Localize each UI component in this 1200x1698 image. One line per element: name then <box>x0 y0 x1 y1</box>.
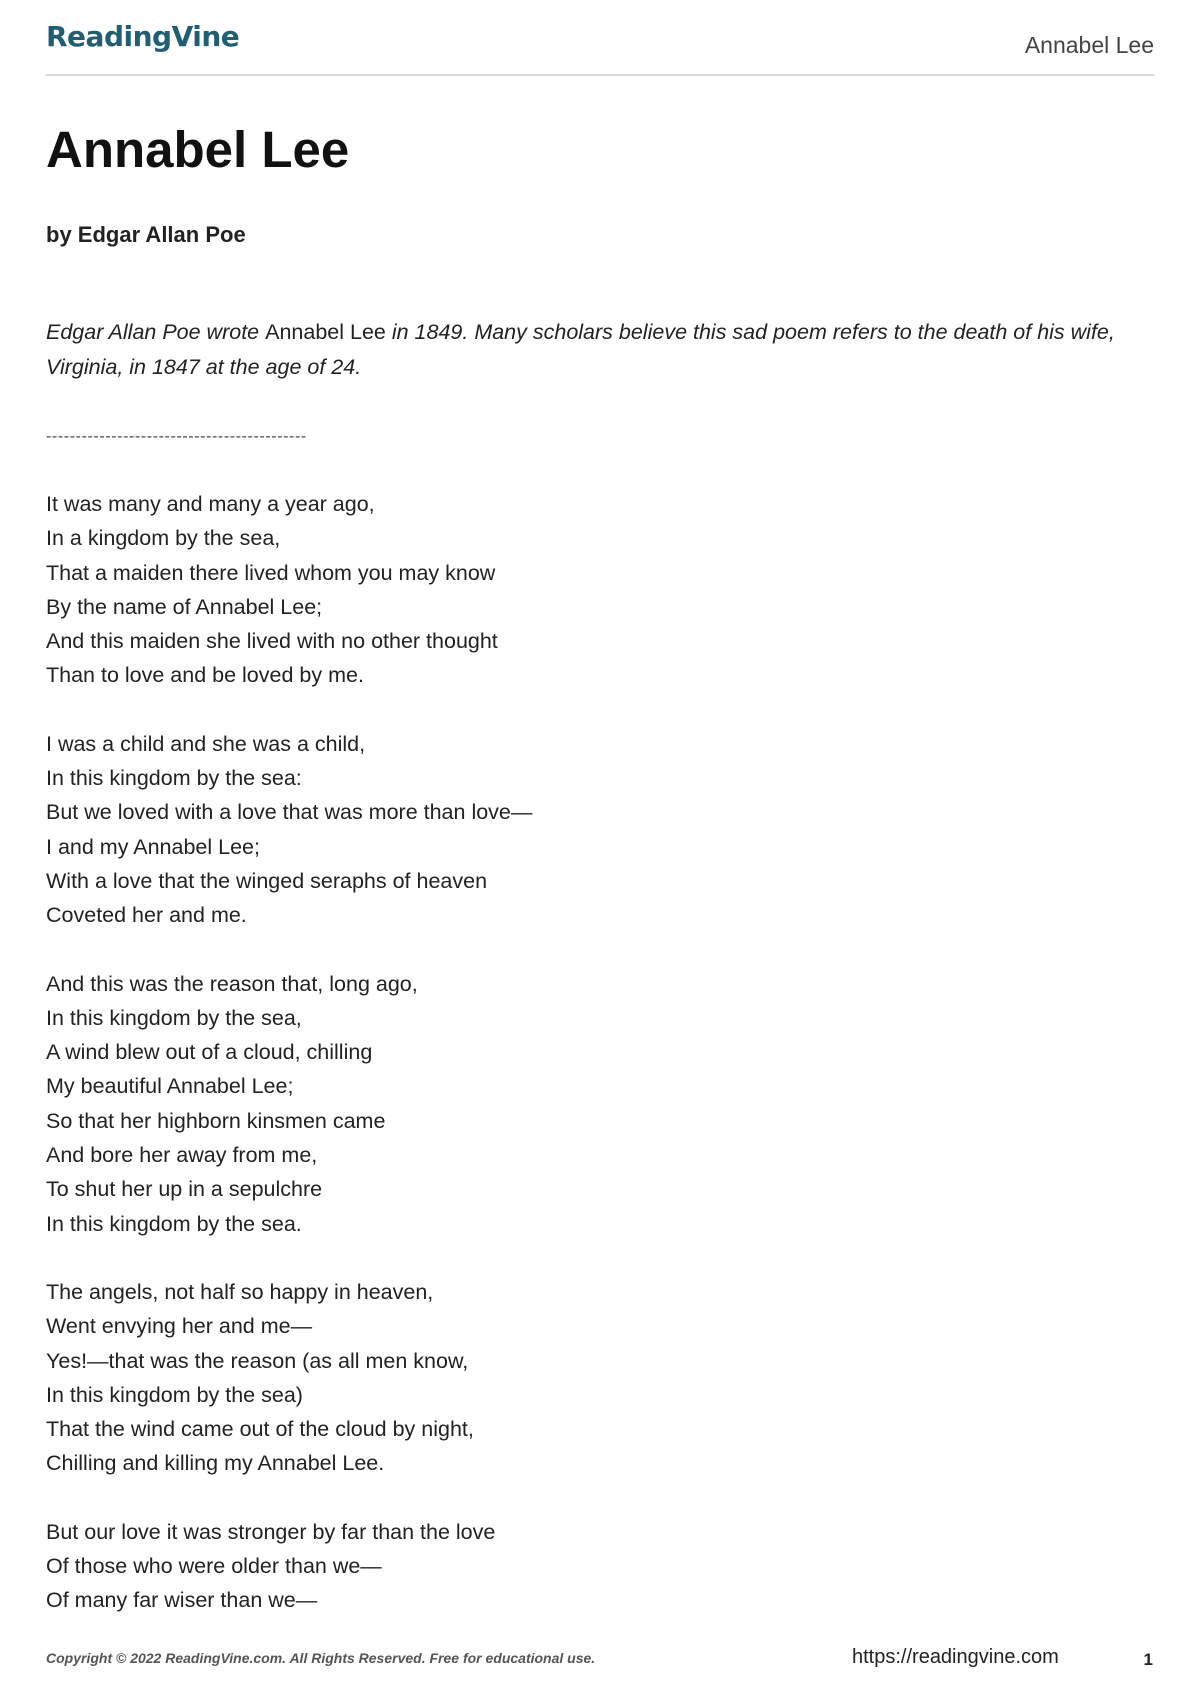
poem-body <box>46 487 946 1652</box>
poem-line: And this maiden she lived with no other thought <box>46 629 498 654</box>
poem-line: The angels, not half so happy in heaven, <box>46 1279 434 1304</box>
poem-line: Yes!—that was the reason (as all men know, <box>46 1348 469 1373</box>
poem-line: In this kingdom by the sea. <box>46 1211 302 1236</box>
poem-stanza <box>46 967 946 1241</box>
poem-stanza <box>46 1515 946 1618</box>
poem-line: Coveted her and me. <box>46 903 247 928</box>
footer-copyright: Copyright © 2022 ReadingVine.com. All Rights Reserved. Free for educational use. <box>46 1650 596 1666</box>
poem-line: Chilling and killing my Annabel Lee. <box>46 1451 385 1476</box>
footer-url-link[interactable]: https://readingvine.com <box>852 1646 1059 1668</box>
author-byline: by Edgar Allan Poe <box>46 222 246 247</box>
poem-line: In this kingdom by the sea: <box>46 766 302 791</box>
poem-line: In a kingdom by the sea, <box>46 526 281 551</box>
page-title: Annabel Lee <box>46 121 350 178</box>
intro-paragraph <box>46 315 1156 385</box>
poem-line: It was many and many a year ago, <box>46 492 375 516</box>
poem-stanza <box>46 1275 946 1481</box>
page-number: 1 <box>1143 1650 1153 1669</box>
poem-line: That a maiden there lived whom you may know <box>46 560 496 585</box>
poem-line: With a love that the winged seraphs of heaven <box>46 868 488 893</box>
dashed-divider: -------------------------------------------- <box>46 428 307 445</box>
poem-line: In this kingdom by the sea, <box>46 1005 302 1030</box>
poem-line: Of many far wiser than we— <box>46 1588 318 1613</box>
readingvine-logo[interactable]: ReadingVine <box>46 20 240 53</box>
intro-poem-reference: Annabel Lee <box>265 320 386 344</box>
poem-line: Went envying her and me— <box>46 1314 313 1339</box>
poem-line: So that her highborn kinsmen came <box>46 1108 386 1133</box>
poem-line: But we loved with a love that was more than love— <box>46 800 533 825</box>
poem-line: To shut her up in a sepulchre <box>46 1177 323 1202</box>
poem-line: Than to love and be loved by me. <box>46 663 364 688</box>
poem-line: That the wind came out of the cloud by night, <box>46 1417 474 1442</box>
poem-stanza <box>46 727 946 933</box>
poem-line: By the name of Annabel Lee; <box>46 594 323 619</box>
poem-line: And this was the reason that, long ago, <box>46 971 418 996</box>
poem-stanza <box>46 487 946 693</box>
poem-line: And bore her away from me, <box>46 1143 318 1168</box>
poem-line: I was a child and she was a child, <box>46 731 366 756</box>
poem-line: A wind blew out of a cloud, chilling <box>46 1040 373 1065</box>
intro-text-after: in 1849. Many scholars believe this sad poem refers to the death of his wife, Virginia, in 1847 at the age of 24. <box>46 320 1115 379</box>
intro-text-before: Edgar Allan Poe wrote <box>46 320 266 344</box>
poem-line: In this kingdom by the sea) <box>46 1382 303 1407</box>
poem-line: I and my Annabel Lee; <box>46 834 260 859</box>
poem-line: Of those who were older than we— <box>46 1554 382 1579</box>
header-document-title: Annabel Lee <box>1024 32 1154 58</box>
page-header <box>46 18 1154 76</box>
poem-line: But our love it was stronger by far than the love <box>46 1519 496 1544</box>
poem-line: My beautiful Annabel Lee; <box>46 1074 294 1099</box>
